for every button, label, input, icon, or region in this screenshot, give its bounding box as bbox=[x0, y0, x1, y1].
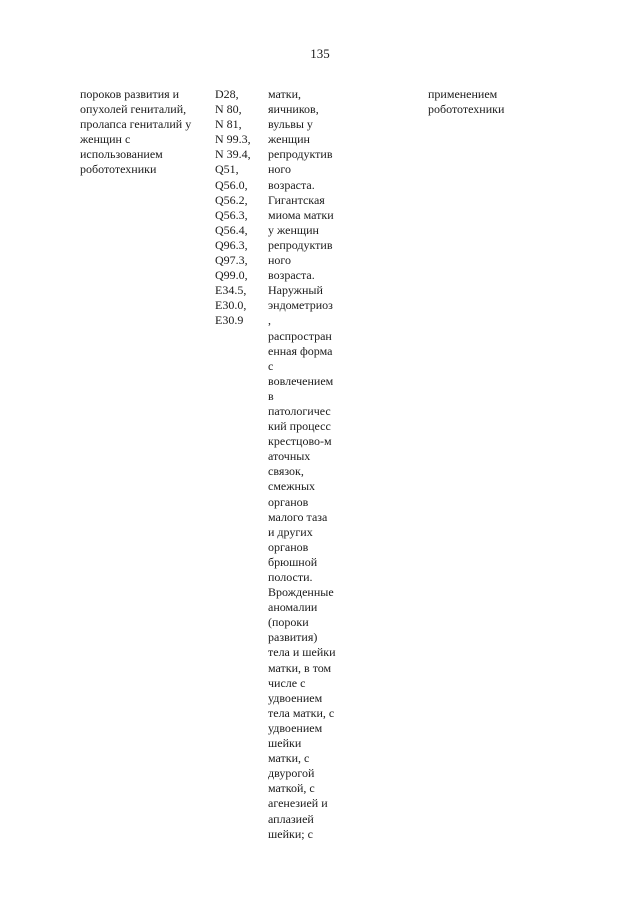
description-line: с bbox=[268, 358, 274, 373]
description-line: кий процесс bbox=[268, 419, 331, 434]
description-line: матки, с bbox=[268, 751, 310, 766]
codes-line: Q56.2, bbox=[215, 192, 248, 207]
codes-line: D28, bbox=[215, 87, 239, 101]
codes-line: E30.0, bbox=[215, 298, 247, 313]
description-line: агенезией и bbox=[268, 796, 328, 811]
condition-line: робототехники bbox=[80, 162, 157, 177]
description-line: Врожденные bbox=[268, 585, 334, 600]
description-line: вовлечением bbox=[268, 373, 334, 388]
description-line: числе с bbox=[268, 675, 306, 690]
description-line: женщин bbox=[268, 132, 310, 147]
codes-line: N 80, bbox=[215, 102, 242, 117]
description-line: Гигантская bbox=[268, 192, 325, 207]
description-line: возраста. bbox=[268, 268, 315, 283]
description-line: шейки bbox=[268, 736, 302, 751]
description-line: тела матки, с bbox=[268, 705, 335, 720]
description-line: эндометриоз bbox=[268, 298, 333, 313]
description-line: крестцово-м bbox=[268, 434, 332, 449]
codes-line: Q51, bbox=[215, 162, 239, 177]
description-line: енная форма bbox=[268, 343, 333, 358]
description-line: аточных bbox=[268, 449, 311, 464]
codes-line: E30.9 bbox=[215, 313, 244, 328]
description-line: репродуктив bbox=[268, 147, 333, 162]
codes-line: Q56.4, bbox=[215, 222, 248, 237]
description-line: , bbox=[268, 313, 271, 328]
description-line: полости. bbox=[268, 570, 313, 584]
description-line: удвоением bbox=[268, 720, 323, 735]
description-line: (пороки bbox=[268, 615, 309, 630]
description-line: миома матки bbox=[268, 207, 334, 222]
description-line: двурогой bbox=[268, 766, 315, 781]
codes-line: Q56.3, bbox=[215, 207, 248, 222]
description-line: органов bbox=[268, 539, 309, 554]
description-line: ного bbox=[268, 162, 292, 177]
description-line: связок, bbox=[268, 464, 304, 479]
codes-column bbox=[215, 87, 263, 329]
codes-line: Q96.3, bbox=[215, 237, 248, 252]
condition-line: пороков развития и bbox=[80, 87, 180, 101]
codes-line: Q97.3, bbox=[215, 253, 248, 268]
description-line: у женщин bbox=[268, 222, 319, 237]
condition-line: пролапса гениталий у bbox=[80, 117, 192, 132]
codes-line: N 39.4, bbox=[215, 147, 251, 162]
description-line: аномалии bbox=[268, 600, 318, 615]
description-line: и других bbox=[268, 524, 313, 539]
description-line: развития) bbox=[268, 630, 318, 645]
description-line: смежных bbox=[268, 479, 316, 494]
description-line: патологичес bbox=[268, 403, 331, 418]
description-line: в bbox=[268, 388, 274, 403]
description-line: матки, bbox=[268, 87, 302, 101]
description-line: яичников, bbox=[268, 102, 319, 117]
description-line: брюшной bbox=[268, 554, 318, 569]
method-line: робототехники bbox=[428, 102, 505, 117]
codes-line: N 99.3, bbox=[215, 132, 251, 147]
description-line: матки, в том bbox=[268, 660, 332, 675]
codes-line: E34.5, bbox=[215, 283, 247, 298]
condition-column bbox=[80, 87, 208, 178]
description-line: маткой, с bbox=[268, 781, 315, 796]
method-column bbox=[428, 87, 538, 117]
condition-line: опухолей гениталий, bbox=[80, 102, 187, 117]
description-line: шейки; с bbox=[268, 826, 313, 841]
description-line: возраста. bbox=[268, 177, 315, 192]
description-line: малого таза bbox=[268, 509, 328, 524]
description-line: вульвы у bbox=[268, 117, 313, 132]
description-line: распростран bbox=[268, 328, 332, 343]
description-column bbox=[268, 87, 348, 842]
description-line: Наружный bbox=[268, 283, 323, 298]
description-line: тела и шейки bbox=[268, 645, 336, 660]
description-line: репродуктив bbox=[268, 237, 333, 252]
description-line: аплазией bbox=[268, 811, 314, 826]
codes-line: N 81, bbox=[215, 117, 242, 132]
codes-line: Q56.0, bbox=[215, 177, 248, 192]
method-line: применением bbox=[428, 87, 498, 101]
description-line: ного bbox=[268, 253, 292, 268]
description-line: удвоением bbox=[268, 690, 323, 705]
codes-line: Q99.0, bbox=[215, 268, 248, 283]
page-number: 135 bbox=[310, 46, 330, 61]
description-line: органов bbox=[268, 494, 309, 509]
condition-line: использованием bbox=[80, 147, 163, 162]
condition-line: женщин с bbox=[80, 132, 131, 147]
